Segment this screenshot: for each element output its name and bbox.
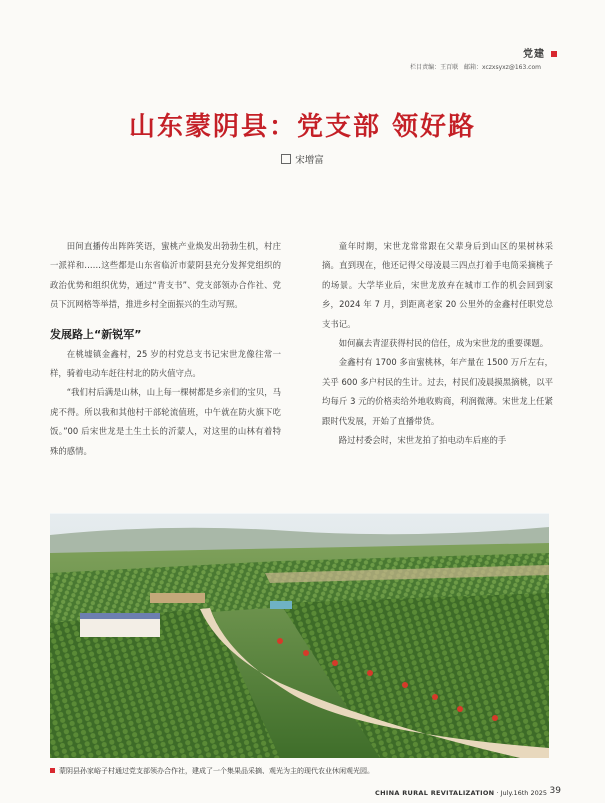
body-paragraph: 童年时期，宋世龙常常跟在父辈身后到山区的果树林采摘。直到现在，他还记得父母凌晨三四点打着手电筒采摘桃子的场景。大学毕业后，宋世龙放弃在城市工作的机会回到家乡，2024 年 7 月，到距离老家 20 公里外的金鑫村任职党总支书记。 [322, 241, 553, 329]
section-marker-icon [551, 51, 557, 57]
body-paragraph: 如何赢去青涩获得村民的信任，成为宋世龙的重要课题。 [338, 338, 549, 349]
left-column [50, 237, 281, 461]
body-paragraph: 在桃墟镇金鑫村，25 岁的村党总支书记宋世龙像往常一样，骑着电动车赶往村北的防火值守点。 [50, 348, 281, 379]
page-number: 39 [549, 786, 561, 796]
body-paragraph: 路过村委会时，宋世龙拍了拍电动车后座的手 [338, 435, 507, 446]
editor-name: 栏目责编：王百联 [410, 64, 459, 71]
byline-box-icon [281, 154, 291, 164]
section-label: 党建 [523, 49, 545, 60]
magazine-name: CHINA RURAL REVITALIZATION [375, 789, 495, 797]
page-footer [375, 789, 547, 797]
body-paragraph: “我们村后满是山林，山上每一棵树都是乡亲们的宝贝，马虎不得。所以我和其他村干部轮流值班，中午就在防火旗下吃饭。”00 后宋世龙是土生土长的沂蒙人，对这里的山林有着特殊的感情。 [50, 387, 281, 456]
caption-text: 蒙阴县孙家峪子村通过党支部领办合作社，建成了一个集果品采摘、观光为主的现代农业休闲观光园。 [59, 767, 374, 775]
editor-info [406, 62, 541, 71]
body-paragraph: 金鑫村有 1700 多亩蜜桃林，年产量在 1500 万斤左右，关乎 600 多户村民的生计。过去，村民们凌晨摸黑摘桃，以平均每斤 3 元的价格卖给外地收购商，利润微薄。宋世龙上任紧跟时代发展，开始了直播带货。 [322, 357, 553, 426]
photo-caption [50, 766, 374, 776]
intro-paragraph: 田间直播传出阵阵笑语，蜜桃产业焕发出勃勃生机，村庄一派祥和……这些都是山东省临沂市蒙阴县充分发挥党组织的政治优势和组织优势，通过“青支书”、党支部领办合作社、党员下沉网格等举措，推进乡村全面振兴的生动写照。 [50, 241, 281, 310]
section-heading: 发展路上“新锐军” [50, 327, 142, 341]
byline [0, 152, 605, 166]
right-column [322, 237, 553, 450]
issue-date: · July.16th 2025 [496, 789, 547, 797]
section-tag [523, 45, 557, 60]
author-name: 宋增富 [295, 155, 324, 166]
caption-marker-icon [50, 768, 55, 773]
editor-email: 邮箱：xczxsyxz@163.com [464, 64, 541, 71]
article-title: 山东蒙阴县：党支部 领好路 [128, 112, 477, 142]
orchard-aerial-photo [50, 513, 549, 758]
